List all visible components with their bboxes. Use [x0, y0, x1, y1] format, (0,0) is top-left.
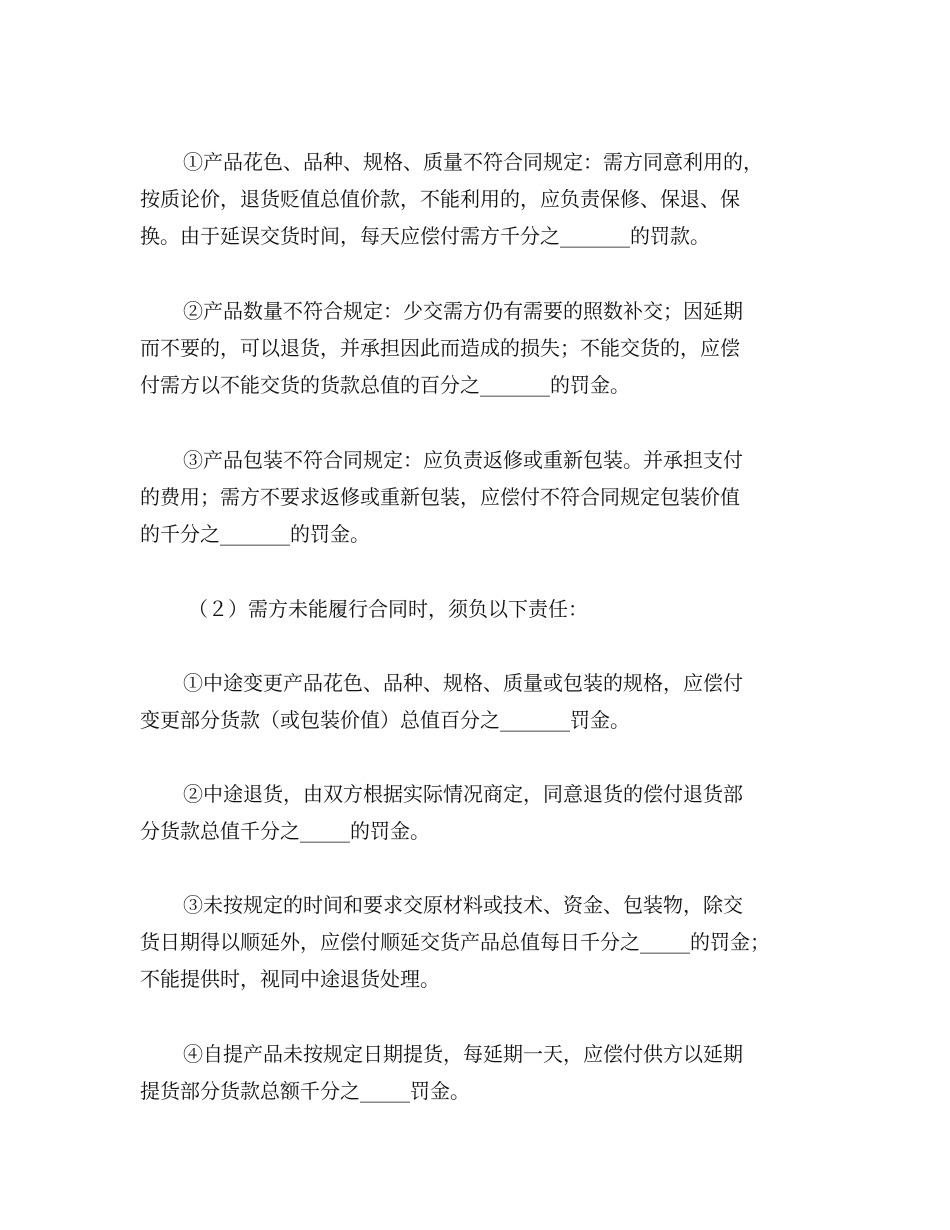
paragraph-supplier-quantity — [140, 293, 820, 404]
text-line: 的费用；需方不要求返修或重新包装，应偿付不符合同规定包装价值 — [140, 485, 740, 509]
paragraph-buyer-materials — [140, 887, 820, 998]
paragraph-buyer-pickup — [140, 1036, 820, 1110]
text-line: 不能提供时，视同中途退货处理。 — [140, 967, 440, 991]
text-line: ③产品包装不符合同规定：应负责返修或重新包装。并承担支付 — [183, 448, 743, 472]
text-line: ③未按规定的时间和要求交原材料或技术、资金、包装物，除交 — [183, 893, 743, 917]
text-line: ①中途变更产品花色、品种、规格、质量或包装的规格，应偿付 — [183, 671, 743, 695]
section-heading-buyer-liability — [140, 591, 820, 628]
text-line: 的千分之_______的罚金。 — [140, 522, 370, 546]
text-line: 而不要的，可以退货，并承担因此而造成的损失；不能交货的，应偿 — [140, 336, 740, 360]
paragraph-buyer-change-spec — [140, 665, 820, 739]
text-line: 分货款总值千分之_____的罚金。 — [140, 819, 430, 843]
text-line: ④自提产品未按规定日期提货，每延期一天，应偿付供方以延期 — [183, 1042, 743, 1066]
text-line: 付需方以不能交货的货款总值的百分之_______的罚金。 — [140, 373, 630, 397]
text-line: ①产品花色、品种、规格、质量不符合同规定：需方同意利用的， — [183, 150, 763, 174]
text-line: 换。由于延误交货时间，每天应偿付需方千分之_______的罚款。 — [140, 224, 710, 248]
text-line: （２）需方未能履行合同时，须负以下责任： — [188, 597, 588, 621]
text-line: ②产品数量不符合规定：少交需方仍有需要的照数补交；因延期 — [183, 299, 743, 323]
text-line: 货日期得以顺延外，应偿付顺延交货产品总值每日千分之_____的罚金； — [140, 930, 770, 954]
paragraph-buyer-return — [140, 776, 820, 850]
text-line: 提货部分货款总额千分之_____罚金。 — [140, 1079, 470, 1103]
paragraph-supplier-quality — [140, 144, 820, 255]
text-line: 变更部分货款（或包装价值）总值百分之_______罚金。 — [140, 708, 630, 732]
text-line: 按质论价，退货贬值总值价款，不能利用的，应负责保修、保退、保 — [140, 187, 740, 211]
paragraph-supplier-packaging — [140, 442, 820, 553]
text-line: ②中途退货，由双方根据实际情况商定，同意退货的偿付退货部 — [183, 782, 743, 806]
